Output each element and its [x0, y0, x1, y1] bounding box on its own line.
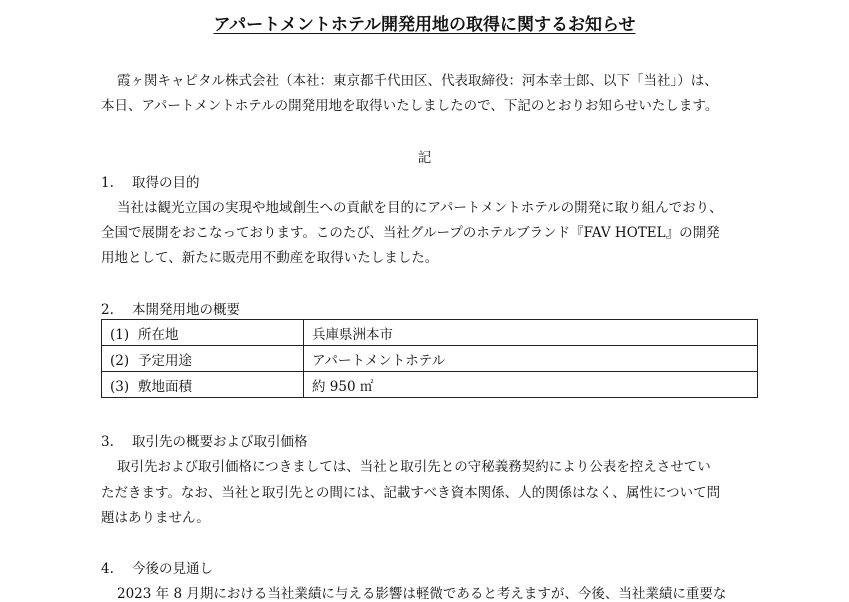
section-1-line-2: 全国で展開をおこなっております。このたび、当社グループのホテルブランド『FAV HOTEL』の開発: [101, 225, 720, 241]
table-row: [102, 372, 758, 398]
section-4-number: 4.: [101, 561, 114, 577]
section-3-number: 3.: [101, 434, 114, 450]
site-overview-table: [101, 319, 758, 398]
table-value-cell: アパートメントホテル: [304, 346, 758, 372]
section-2-number: 2.: [101, 302, 114, 318]
table-label-cell: (1) 所在地: [102, 320, 304, 346]
section-3-title: 取引先の概要および取引価格: [132, 434, 308, 450]
section-1-line-1: 当社は観光立国の実現や地域創生への貢献を目的にアパートメントホテルの開発に取り組んでおり、: [117, 200, 723, 216]
table-row: [102, 320, 758, 346]
section-1-heading: [101, 171, 200, 191]
section-1-line-3: 用地として、新たに販売用不動産を取得いたしました。: [101, 250, 439, 266]
section-2-title: 本開発用地の概要: [132, 302, 240, 318]
section-4-title: 今後の見通し: [132, 561, 213, 577]
section-3-line-3: 題はありません。: [101, 510, 210, 526]
document-title: アパートメントホテル開発用地の取得に関するお知らせ: [213, 15, 636, 35]
section-3-line-1: 取引先および取引価格につきましては、当社と取引先との守秘義務契約により公表を控えさせてい: [117, 459, 711, 475]
section-3-heading: [101, 430, 308, 450]
intro-line-1: 霞ヶ関キャピタル株式会社（本社：東京都千代田区、代表取締役：河本幸士郎、以下「当社」）は、: [117, 73, 718, 89]
section-4-heading: [101, 557, 213, 577]
table-value-cell: 兵庫県洲本市: [304, 320, 758, 346]
table-value-cell: 約 950 ㎡: [304, 372, 758, 398]
section-4-line-1: 2023 年 8 月期における当社業績に与える影響は軽微であると考えますが、今後、当社業績に重要な: [117, 586, 727, 602]
ki-heading: 記: [417, 150, 432, 166]
section-1-number: 1.: [101, 175, 114, 191]
table-label-cell: (2) 予定用途: [102, 346, 304, 372]
intro-line-2: 本日、アパートメントホテルの開発用地を取得いたしましたので、下記のとおりお知らせいたします。: [101, 98, 719, 114]
section-2-heading: [101, 298, 240, 318]
section-3-line-2: ただきます。なお、当社と取引先との間には、記載すべき資本関係、人的関係はなく、属性について問: [101, 485, 721, 501]
section-1-title: 取得の目的: [132, 175, 200, 191]
table-label-cell: (3) 敷地面積: [102, 372, 304, 398]
table-row: [102, 346, 758, 372]
